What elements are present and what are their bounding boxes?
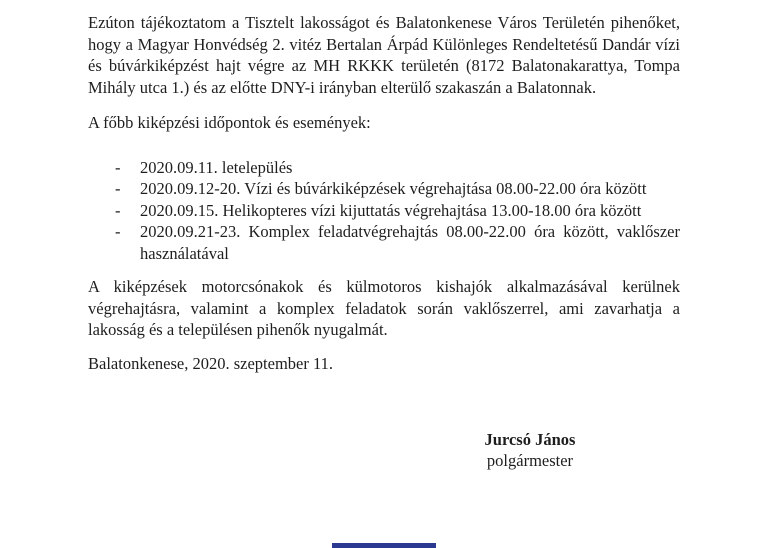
document-page xyxy=(88,12,680,471)
schedule-item xyxy=(88,200,680,222)
schedule-item xyxy=(88,178,680,200)
paragraph-intro: Ezúton tájékoztatom a Tisztelt lakosságot és Balatonkenese Város Területén pihenőket, hogy a Magyar Honvédség 2. vitéz Bertalan Árpád Különleges Rendeltetésű Dandár vízi és búvárkiképzést hajt végre az MH RKKK területén (8172 Balatonakarattya, Tompa Mihály utca 1.) és az előtte DNY-i irányban elterülő szakaszán a Balatonnak. xyxy=(88,13,680,97)
schedule-list xyxy=(88,157,680,265)
bottom-blue-bar xyxy=(332,543,436,548)
list-dash: - xyxy=(115,179,121,198)
dateline: Balatonkenese, 2020. szeptember 11. xyxy=(88,353,333,373)
signature-name: Jurcsó János xyxy=(484,430,576,449)
schedule-item-text: 2020.09.12-20. Vízi és búvárkiképzések végrehajtása 08.00-22.00 óra között xyxy=(140,179,647,198)
schedule-item xyxy=(88,221,680,264)
schedule-item-text: 2020.09.11. letelepülés xyxy=(140,157,293,177)
list-dash: - xyxy=(115,222,121,241)
signature-block xyxy=(440,429,620,471)
list-dash: - xyxy=(115,157,121,177)
paragraph-training-details: A kiképzések motorcsónakok és külmotoros kishajók alkalmazásával kerülnek végrehajtásra, valamint a komplex feladatok során vaklőszerrel, ami zavarhatja a lakosság és a településen pihenők nyugalmát. xyxy=(88,277,680,339)
section-heading: A főbb kiképzési időpontok és események: xyxy=(88,113,371,132)
schedule-item-text: 2020.09.21-23. Komplex feladatvégrehajtás 08.00-22.00 óra között, vaklőszer használatával xyxy=(140,222,680,263)
schedule-item xyxy=(88,157,680,179)
signature-title: polgármester xyxy=(486,451,574,470)
schedule-item-text: 2020.09.15. Helikopteres vízi kijuttatás végrehajtása 13.00-18.00 óra között xyxy=(140,200,642,220)
list-dash: - xyxy=(115,200,121,220)
